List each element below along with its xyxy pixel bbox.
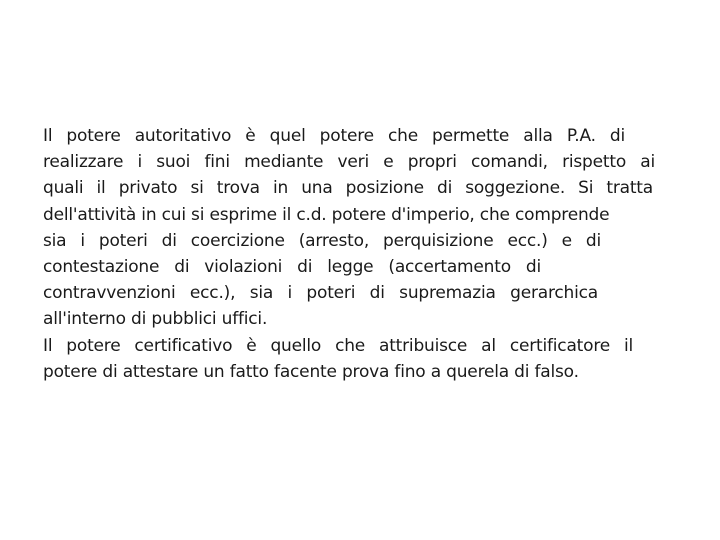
text-line-6: contestazione di violazioni di legge (accertamento di xyxy=(43,257,541,278)
text-line-9: Il potere certificativo è quello che attribuisce al certificatore il xyxy=(43,335,633,356)
text-line-10: potere di attestare un fatto facente prova fino a querela di falso. xyxy=(43,361,579,382)
text-line-5: sia i poteri di coercizione (arresto, perquisizione ecc.) e di xyxy=(43,230,601,251)
text-line-3: quali il privato si trova in una posizione di soggezione. Si tratta xyxy=(43,178,653,199)
text-line-1: Il potere autoritativo è quel potere che permette alla P.A. di xyxy=(43,126,625,146)
text-line-2: realizzare i suoi fini mediante veri e propri comandi, rispetto ai xyxy=(43,152,655,173)
text-line-8: all'interno di pubblici uffici. xyxy=(43,309,268,330)
body-text xyxy=(43,123,663,385)
text-line-7: contravvenzioni ecc.), sia i poteri di supremazia gerarchica xyxy=(43,283,598,304)
text-line-4: dell'attività in cui si esprime il c.d. potere d'imperio, che comprende xyxy=(43,204,610,225)
